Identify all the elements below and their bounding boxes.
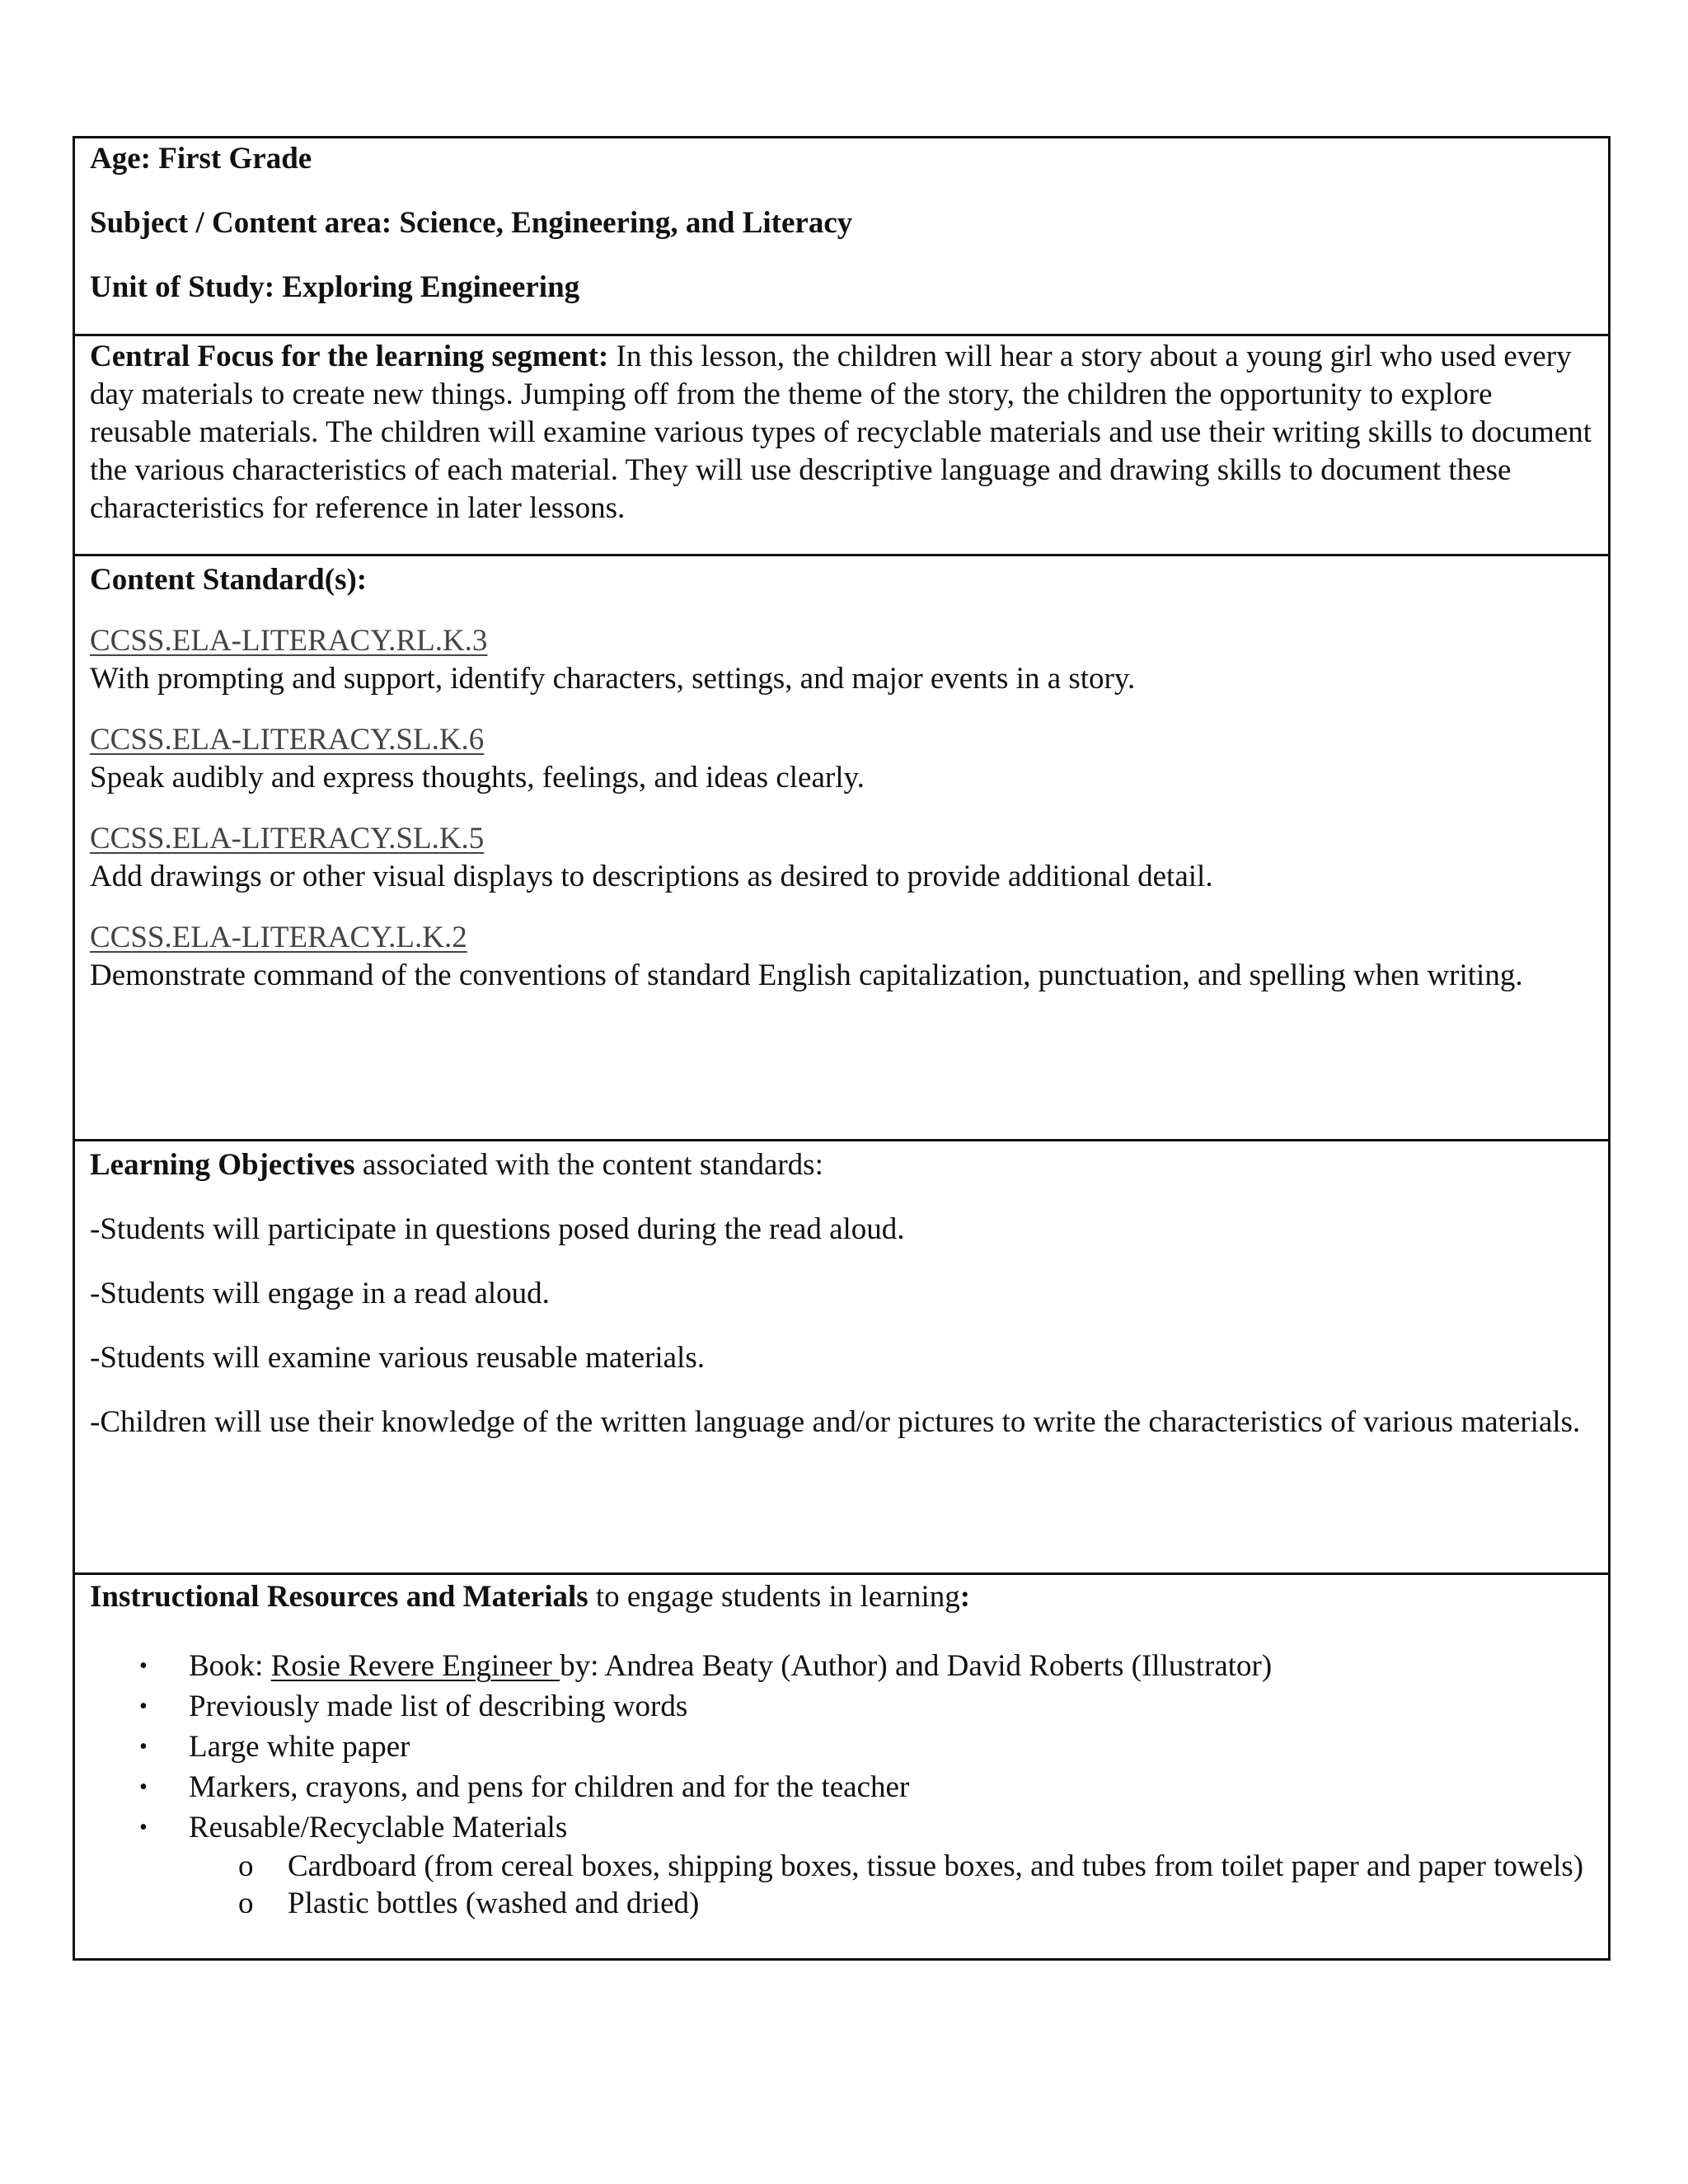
bullet-icon: •: [139, 1694, 148, 1719]
resources-list: [90, 1646, 1593, 1848]
subject-line: [90, 204, 1593, 242]
bullet-icon: •: [139, 1774, 148, 1800]
standard-description: With prompting and support, identify characters, settings, and major events in a story.: [90, 662, 1136, 696]
resources-colon: :: [959, 1580, 971, 1614]
learning-objectives-suffix: associated with the content standards:: [354, 1148, 823, 1182]
content-standards-cell: [75, 556, 1608, 1141]
subject-label: Subject / Content area:: [90, 206, 392, 240]
resources-cell: [75, 1575, 1608, 1958]
circle-bullet-icon: o: [238, 1886, 254, 1920]
resources-heading: [90, 1578, 1593, 1616]
objective-item: -Children will use their knowledge of the written language and/or pictures to write the characteristics of various materials.: [90, 1405, 1581, 1439]
central-focus-label: Central Focus for the learning segment:: [90, 340, 609, 373]
list-item: [90, 1686, 1593, 1727]
age-value: First Grade: [158, 142, 312, 176]
learning-objectives-heading: [90, 1146, 1593, 1184]
objective-item: -Students will participate in questions posed during the read aloud.: [90, 1212, 905, 1246]
circle-bullet-icon: o: [238, 1849, 254, 1883]
list-item-text: Reusable/Recyclable Materials: [189, 1811, 568, 1844]
unit-label: Unit of Study:: [90, 270, 275, 304]
standard-link[interactable]: CCSS.ELA-LITERACY.L.K.2: [90, 921, 467, 954]
standard-description: Speak audibly and express thoughts, feelings, and ideas clearly.: [90, 761, 865, 794]
age-line: [90, 140, 1593, 178]
book-prefix: Book:: [189, 1649, 271, 1683]
book-credits: by: Andrea Beaty (Author) and David Roberts (Illustrator): [560, 1649, 1273, 1683]
bullet-icon: •: [139, 1815, 148, 1840]
standard-item: [90, 622, 1593, 698]
subject-value: Science, Engineering, and Literacy: [399, 206, 853, 240]
standard-description: Demonstrate command of the conventions of standard English capitalization, punctuation, and spelling when writing.: [90, 958, 1523, 992]
list-item-text: Large white paper: [189, 1730, 410, 1764]
standard-description: Add drawings or other visual displays to descriptions as desired to provide additional detail.: [90, 860, 1213, 893]
sub-list-item-text: Cardboard (from cereal boxes, shipping boxes, tissue boxes, and tubes from toilet paper and paper towels): [288, 1849, 1584, 1883]
resources-label: Instructional Resources and Materials: [90, 1580, 588, 1614]
list-item-text: Markers, crayons, and pens for children and for the teacher: [189, 1770, 910, 1804]
resources-suffix: to engage students in learning: [588, 1580, 960, 1614]
sub-list-item-text: Plastic bottles (washed and dried): [288, 1886, 700, 1920]
list-item: [90, 1807, 1593, 1848]
learning-objectives-cell: [75, 1141, 1608, 1575]
standard-item: [90, 721, 1593, 797]
standard-item: [90, 919, 1593, 995]
standard-item: [90, 820, 1593, 896]
objective-item: -Students will examine various reusable materials.: [90, 1341, 705, 1375]
age-label: Age:: [90, 142, 151, 176]
standard-link[interactable]: CCSS.ELA-LITERACY.SL.K.5: [90, 822, 485, 855]
central-focus-cell: [75, 336, 1608, 556]
materials-sublist: [90, 1848, 1593, 1922]
standard-link[interactable]: CCSS.ELA-LITERACY.SL.K.6: [90, 723, 485, 757]
bullet-icon: •: [139, 1734, 148, 1760]
list-item-text: Previously made list of describing words: [189, 1690, 688, 1723]
unit-line: [90, 269, 1593, 307]
unit-value: Exploring Engineering: [282, 270, 580, 304]
sub-list-item: [90, 1848, 1593, 1885]
bullet-icon: •: [139, 1653, 148, 1679]
sub-list-item: [90, 1885, 1593, 1922]
book-title: Rosie Revere Engineer: [270, 1649, 560, 1683]
header-cell: [75, 138, 1608, 336]
standard-link[interactable]: CCSS.ELA-LITERACY.RL.K.3: [90, 624, 488, 658]
learning-objectives-label: Learning Objectives: [90, 1148, 355, 1182]
central-focus-text: In this lesson, the children will hear a story about a young girl who used every day materials to create new things. Jumping off from the theme of the story, the children the opportunity to explore reusable materials. The children will examine various types of recyclable materials and use their writing skills to document the various characteristics of each material. They will use descriptive language and drawing skills to document these characteristics for reference in later lessons.: [90, 340, 1592, 525]
objective-item: -Students will engage in a read aloud.: [90, 1277, 550, 1310]
content-standards-label: Content Standard(s):: [90, 563, 368, 597]
list-item: [90, 1767, 1593, 1807]
lesson-plan-table: [73, 136, 1611, 1961]
list-item: [90, 1646, 1593, 1686]
central-focus-paragraph: [90, 338, 1593, 527]
list-item: [90, 1727, 1593, 1767]
